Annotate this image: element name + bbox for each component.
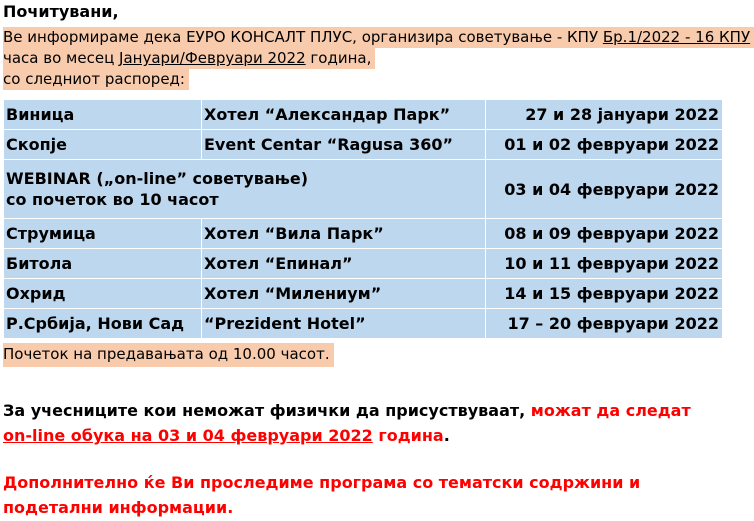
online-info-text: За учесниците кои неможат физички да присуствуваат, — [3, 401, 531, 420]
venue-cell: Хотел “Епинал” — [202, 249, 486, 279]
date-cell: 27 и 28 јануари 2022 — [486, 100, 723, 130]
table-row — [4, 309, 723, 339]
webinar-start: со почеток во 10 часот — [6, 190, 219, 209]
date-cell: 08 и 09 февруари 2022 — [486, 219, 723, 249]
city-cell: Скопје — [4, 130, 202, 160]
table-row — [4, 130, 723, 160]
venue-cell: Хотел “Вила Парк” — [202, 219, 486, 249]
intro-line-1 — [3, 27, 754, 48]
kpu-link[interactable]: Бр.1/2022 - 16 КПУ — [602, 28, 751, 46]
online-info-period: . — [443, 426, 450, 445]
date-cell: 17 – 20 февруари 2022 — [486, 309, 723, 339]
date-cell: 10 и 11 февруари 2022 — [486, 249, 723, 279]
venue-cell: Event Centar “Ragusa 360” — [202, 130, 486, 160]
city-cell: Струмица — [4, 219, 202, 249]
venue-cell: “Prezident Hotel” — [202, 309, 486, 339]
intro-text: часа во месец — [3, 49, 120, 67]
webinar-title: WEBINAR („on-line” советување) — [6, 169, 309, 188]
table-row — [4, 160, 723, 219]
date-cell: 01 и 02 февруари 2022 — [486, 130, 723, 160]
month-link[interactable]: Јануари/Февруари 2022 — [119, 49, 306, 67]
schedule-table — [3, 99, 723, 339]
online-training-link[interactable]: on-line обука на 03 и 04 февруари 2022 — [3, 426, 373, 445]
intro-paragraph — [3, 27, 754, 90]
intro-text: Ве информираме дека ЕУРО КОНСАЛТ ПЛУС, организира советување - КПУ — [3, 28, 603, 46]
start-time-note: Почеток на предавањата од 10.00 часот. — [3, 343, 334, 367]
table-row — [4, 100, 723, 130]
program-info-paragraph: Дополнително ќе Ви проследиме програма со тематски содржини и подетални информации. — [3, 473, 641, 517]
greeting: Почитувани, — [3, 2, 119, 21]
table-row — [4, 249, 723, 279]
city-cell: Р.Србија, Нови Сад — [4, 309, 202, 339]
city-cell: Охрид — [4, 279, 202, 309]
online-info-red-text: можат да следат — [530, 401, 691, 420]
table-row — [4, 219, 723, 249]
city-cell: Виница — [4, 100, 202, 130]
intro-line-2 — [3, 48, 375, 69]
intro-line-3: со следниот распоред: — [3, 69, 189, 90]
webinar-cell — [4, 160, 486, 219]
city-cell: Битола — [4, 249, 202, 279]
date-cell: 03 и 04 февруари 2022 — [486, 160, 723, 219]
venue-cell: Хотел “Александар Парк” — [202, 100, 486, 130]
intro-text: година, — [305, 49, 372, 67]
table-row — [4, 279, 723, 309]
venue-cell: Хотел “Милениум” — [202, 279, 486, 309]
online-info-paragraph — [3, 398, 724, 448]
date-cell: 14 и 15 февруари 2022 — [486, 279, 723, 309]
online-info-red-text: година — [372, 426, 444, 445]
